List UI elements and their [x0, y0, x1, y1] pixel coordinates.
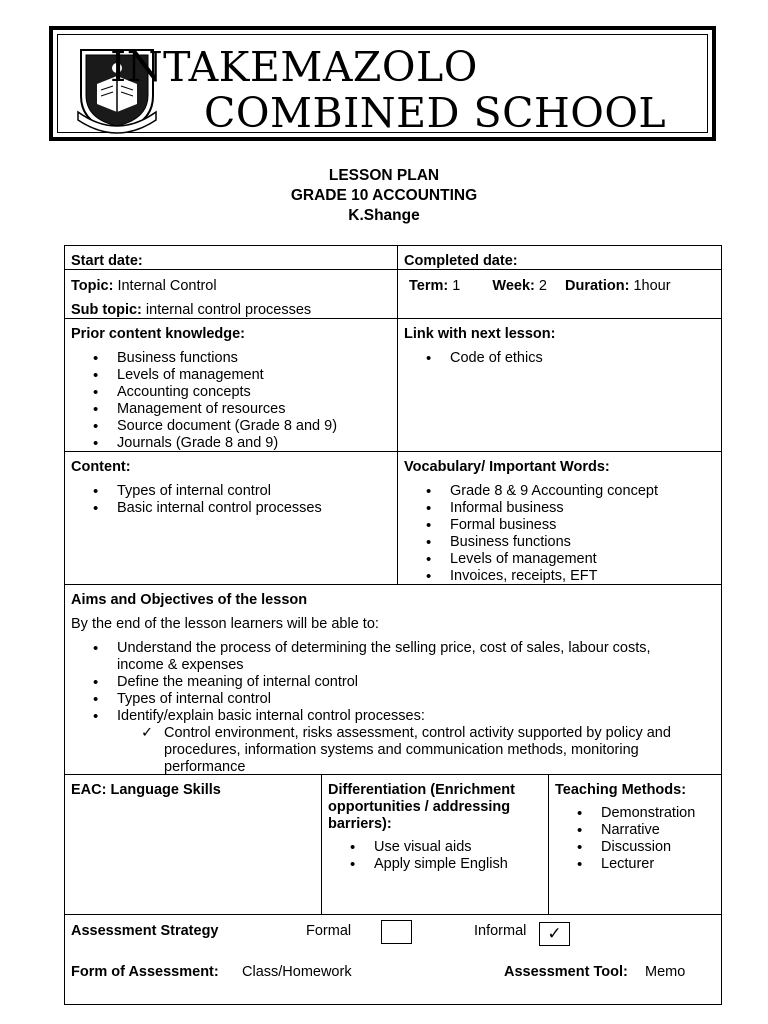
list-item: • Informal business	[404, 500, 716, 517]
list-item: • Invoices, receipts, EFT	[404, 568, 716, 585]
aims-intro: By the end of the lesson learners will be able to:	[71, 616, 379, 632]
differentiation-list	[328, 839, 542, 873]
vocabulary-cell	[398, 454, 722, 585]
vocabulary-list	[404, 483, 716, 585]
prior-knowledge-list	[71, 350, 391, 452]
eac-cell	[65, 777, 321, 799]
subtopic-label: Sub topic:	[71, 302, 142, 318]
list-item: • Types of internal control	[71, 483, 391, 500]
content-list	[71, 483, 391, 517]
list-item: • Management of resources	[71, 401, 391, 418]
list-item: • Narrative	[555, 822, 716, 839]
checkmark-icon: ✓	[547, 924, 562, 943]
eac-label: EAC: Language Skills	[71, 782, 221, 798]
school-banner	[49, 26, 716, 141]
list-item: • Journals (Grade 8 and 9)	[71, 435, 391, 452]
teaching-methods-list	[555, 805, 716, 873]
list-item: • Discussion	[555, 839, 716, 856]
assessment-strategy-label: Assessment Strategy	[71, 923, 219, 939]
week-label: Week:	[492, 278, 535, 294]
lesson-plan-title: LESSON PLAN	[328, 167, 440, 184]
term-value: 1	[452, 278, 461, 294]
list-item: • Levels of management	[404, 551, 716, 568]
list-item: • Accounting concepts	[71, 384, 391, 401]
assessment-tool-value: Memo	[645, 964, 686, 980]
list-item: • Basic internal control processes	[71, 500, 391, 517]
assessment-cell	[65, 918, 722, 1006]
formal-label: Formal	[306, 923, 352, 939]
term-label: Term:	[409, 278, 449, 294]
list-item: • Business functions	[404, 534, 716, 551]
list-item: • Levels of management	[71, 367, 391, 384]
list-item: • Identify/explain basic internal control processes:	[71, 708, 692, 725]
teaching-methods-cell	[549, 777, 722, 873]
start-date-cell	[65, 248, 397, 270]
form-of-assessment-value: Class/Homework	[242, 964, 352, 980]
list-item: • Demonstration	[555, 805, 716, 822]
aims-label: Aims and Objectives of the lesson	[71, 592, 308, 608]
aims-list	[71, 640, 716, 725]
assessment-tool-label: Assessment Tool:	[504, 964, 628, 980]
link-next-lesson-label: Link with next lesson:	[404, 326, 556, 342]
vocabulary-label: Vocabulary/ Important Words:	[404, 459, 610, 475]
row-divider	[65, 914, 721, 915]
link-next-lesson-list	[404, 350, 716, 367]
completed-date-label: Completed date:	[404, 253, 518, 269]
duration-value: 1hour	[633, 278, 671, 294]
grade-subject-title: GRADE 10 ACCOUNTING	[290, 187, 478, 204]
aims-cell	[65, 587, 722, 776]
topic-label: Topic:	[71, 278, 114, 294]
list-item: • Code of ethics	[404, 350, 716, 367]
teacher-name: K.Shange	[348, 207, 420, 224]
list-item: • Apply simple English	[328, 856, 542, 873]
informal-label: Informal	[474, 923, 527, 939]
differentiation-label: Differentiation (Enrichment opportunities / addressing barriers):	[328, 782, 515, 832]
content-label: Content:	[71, 459, 131, 475]
week-value: 2	[538, 278, 547, 294]
form-of-assessment-label: Form of Assessment:	[71, 964, 219, 980]
check-list-item: ✓ Control environment, risks assessment, control activity supported by policy and procedures, information systems and communication methods, monitoring performance	[71, 725, 708, 776]
differentiation-cell	[322, 777, 548, 873]
list-item: • Formal business	[404, 517, 716, 534]
start-date-label: Start date:	[71, 253, 143, 269]
school-name-line2: COMBINED SCHOOL	[204, 89, 667, 137]
formal-checkbox[interactable]	[381, 920, 412, 944]
link-next-lesson-cell	[398, 321, 722, 367]
lesson-plan-table	[64, 245, 722, 1005]
informal-checkbox[interactable]	[539, 922, 570, 946]
content-cell	[65, 454, 397, 517]
list-item: • Understand the process of determining the selling price, cost of sales, labour costs, income & expenses	[71, 640, 692, 674]
list-item: • Types of internal control	[71, 691, 692, 708]
list-item: • Business functions	[71, 350, 391, 367]
list-item: • Use visual aids	[328, 839, 542, 856]
banner-inner-border	[57, 34, 708, 137]
topic-value: Internal Control	[117, 278, 217, 294]
completed-date-cell	[398, 248, 722, 270]
list-item: • Lecturer	[555, 856, 716, 873]
list-item: • Source document (Grade 8 and 9)	[71, 418, 391, 435]
list-item: • Grade 8 & 9 Accounting concept	[404, 483, 716, 500]
school-name-line1: INTAKEMAZOLO	[110, 43, 478, 91]
prior-knowledge-label: Prior content knowledge:	[71, 326, 246, 342]
duration-label: Duration:	[565, 278, 630, 294]
topic-cell	[65, 272, 397, 322]
list-item: • Define the meaning of internal control	[71, 674, 692, 691]
aims-sublist	[71, 725, 716, 776]
schedule-cell	[403, 272, 721, 298]
teaching-methods-label: Teaching Methods:	[555, 782, 687, 798]
subtopic-value: internal control processes	[145, 302, 312, 318]
prior-knowledge-cell	[65, 321, 397, 452]
